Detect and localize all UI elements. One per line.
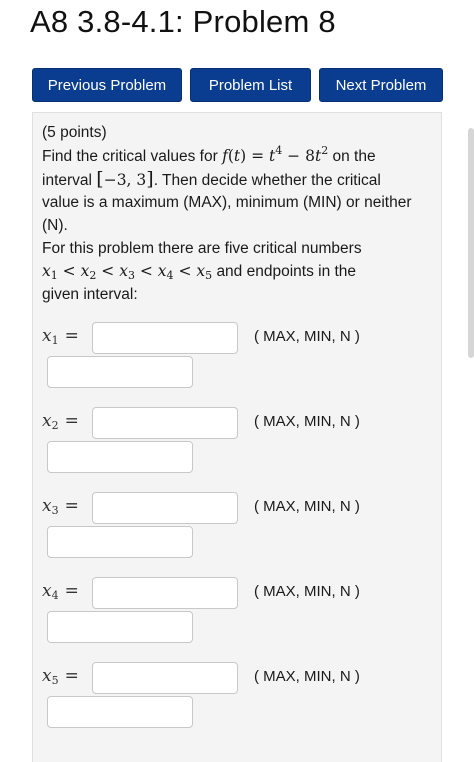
answer-label-x1: $x_1$ = <box>42 326 79 347</box>
scrollbar[interactable] <box>468 128 474 358</box>
problem-list-button[interactable]: Problem List <box>190 68 311 102</box>
problem-line-7: given interval: <box>42 286 138 303</box>
x1-classification-input[interactable] <box>47 356 193 388</box>
interval-bracket-close: ] <box>146 168 154 190</box>
statement-text: interval <box>42 172 92 189</box>
exponent-4: 4 <box>275 144 283 157</box>
statement-text: . Then decide whether the critical <box>153 172 381 189</box>
subscript-1: 1 <box>50 269 58 282</box>
problem-line-5: For this problem there are five critical numbers <box>42 240 362 257</box>
page-title: A8 3.8-4.1: Problem 8 <box>30 4 336 39</box>
answer-label-x3: $x_3$ = <box>42 496 79 517</box>
problem-navigation <box>32 68 443 102</box>
subscript-5: 5 <box>205 269 213 282</box>
subscript-2: 2 <box>89 269 97 282</box>
less-than: < <box>173 262 197 280</box>
less-than: < <box>96 262 120 280</box>
function-variable: t <box>233 147 241 165</box>
x2-classification-input[interactable] <box>47 441 193 473</box>
var-x: x <box>196 262 206 280</box>
term-t: t <box>314 147 322 165</box>
classification-hint: ( MAX, MIN, N ) <box>254 498 360 515</box>
next-problem-button[interactable]: Next Problem <box>319 68 443 102</box>
previous-problem-button[interactable]: Previous Problem <box>32 68 182 102</box>
interval-values: −3, 3 <box>103 171 147 189</box>
paren-open: ( <box>227 147 234 165</box>
x2-value-input[interactable] <box>92 407 238 439</box>
problem-line-1 <box>42 145 376 168</box>
paren-close: ) <box>240 147 247 165</box>
answer-label-x4: $x_4$ = <box>42 581 79 602</box>
classification-hint: ( MAX, MIN, N ) <box>254 668 360 685</box>
x5-classification-input[interactable] <box>47 696 193 728</box>
var-x: x <box>80 262 90 280</box>
classification-hint: ( MAX, MIN, N ) <box>254 413 360 430</box>
problem-line-3: value is a maximum (MAX), minimum (MIN) or neither <box>42 194 412 211</box>
var-x: x <box>119 262 128 280</box>
answer-label-x5: $x_5$ = <box>42 666 79 687</box>
x4-value-input[interactable] <box>92 577 238 609</box>
subscript-4: 4 <box>166 269 174 282</box>
x5-value-input[interactable] <box>92 662 238 694</box>
classification-hint: ( MAX, MIN, N ) <box>254 328 360 345</box>
term-t: t <box>269 147 276 165</box>
problem-line-4: (N). <box>42 217 68 234</box>
points-label: (5 points) <box>42 124 107 141</box>
equals-sign: = <box>246 147 270 165</box>
classification-hint: ( MAX, MIN, N ) <box>254 583 360 600</box>
problem-line-6 <box>42 260 356 283</box>
statement-text: Find the critical values for <box>42 148 218 165</box>
function-name: f <box>222 147 228 165</box>
less-than: < <box>134 262 158 280</box>
less-than: < <box>57 262 81 280</box>
exponent-2: 2 <box>321 144 329 157</box>
problem-line-2 <box>42 168 381 192</box>
x4-classification-input[interactable] <box>47 611 193 643</box>
x1-value-input[interactable] <box>92 322 238 354</box>
var-x: x <box>42 262 51 280</box>
x3-value-input[interactable] <box>92 492 238 524</box>
answer-label-x2: $x_2$ = <box>42 411 79 432</box>
statement-text: on the <box>332 148 376 165</box>
subscript-3: 3 <box>127 269 135 282</box>
x3-classification-input[interactable] <box>47 526 193 558</box>
statement-text: and endpoints in the <box>216 263 357 280</box>
minus-coefficient: − 8 <box>282 147 315 165</box>
interval-bracket-open: [ <box>96 168 104 190</box>
var-x: x <box>157 262 167 280</box>
